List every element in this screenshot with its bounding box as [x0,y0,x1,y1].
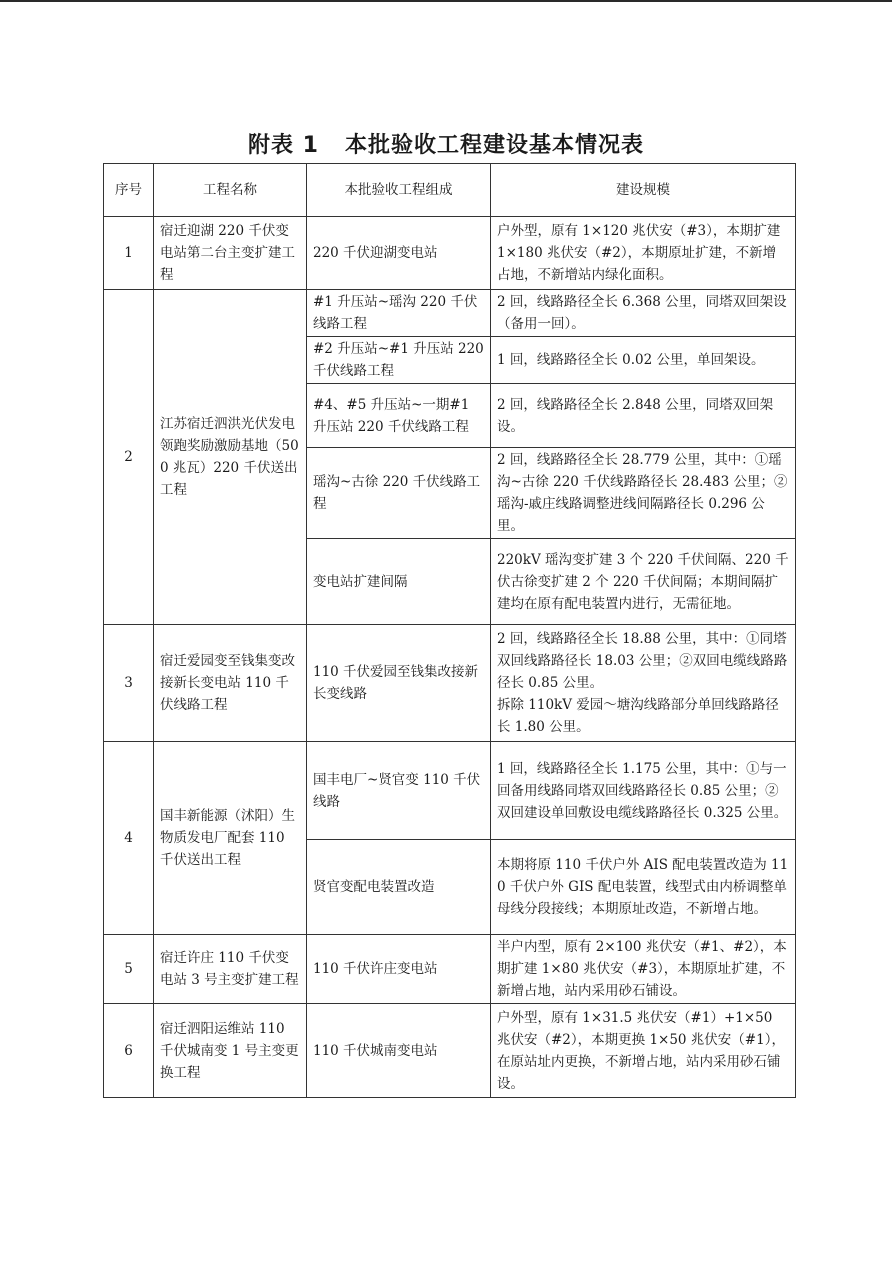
project-name: 宿迁泗阳运维站 110 千伏城南变 1 号主变更换工程 [154,1004,307,1098]
page-top-border [0,0,892,2]
project-composition: #1 升压站~瑶沟 220 千伏线路工程 [307,290,491,337]
construction-scale: 户外型，原有 1×120 兆伏安（#3），本期扩建 1×180 兆伏安（#2），本期原址扩建，不新增占地，不新增站内绿化面积。 [491,217,796,290]
header-composition: 本批验收工程组成 [307,164,491,217]
row-no: 4 [104,742,154,935]
construction-scale: 本期将原 110 千伏户外 AIS 配电装置改造为 110 千伏户外 GIS 配电装置，线型式由内桥调整单母线分段接线；本期原址改造，不新增占地。 [491,840,796,935]
project-composition: 220 千伏迎湖变电站 [307,217,491,290]
row-no: 3 [104,625,154,742]
scale-line: 2 回，线路路径全长 18.88 公里，其中：①同塔双回线路路径长 18.03 公里；②双回电缆线路路径长 0.85 公里。 [497,631,788,691]
project-composition: 贤官变配电装置改造 [307,840,491,935]
table-row [104,742,796,840]
construction-scale: 2 回，线路路径全长 2.848 公里，同塔双回架设。 [491,384,796,448]
table-row [104,935,796,1004]
construction-scale [491,625,796,742]
project-name: 宿迁爱园变至钱集变改接新长变电站 110 千伏线路工程 [154,625,307,742]
construction-scale: 2 回，线路路径全长 28.779 公里，其中：①瑶沟~古徐 220 千伏线路路径长 28.483 公里；②瑶沟-戚庄线路调整进线间隔路径长 0.296 公里。 [491,448,796,539]
project-composition: 国丰电厂~贤官变 110 千伏线路 [307,742,491,840]
construction-scale: 半户内型，原有 2×100 兆伏安（#1、#2），本期扩建 1×80 兆伏安（#3），本期原址扩建，不新增占地，站内采用砂石铺设。 [491,935,796,1004]
construction-scale: 2 回，线路路径全长 6.368 公里，同塔双回架设（备用一回）。 [491,290,796,337]
construction-scale: 1 回，线路路径全长 0.02 公里，单回架设。 [491,337,796,384]
row-no: 1 [104,217,154,290]
header-no: 序号 [104,164,154,217]
project-composition: 110 千伏城南变电站 [307,1004,491,1098]
row-no: 5 [104,935,154,1004]
table-row [104,217,796,290]
table-row [104,290,796,337]
row-no: 2 [104,290,154,625]
header-project-name: 工程名称 [154,164,307,217]
project-composition: 变电站扩建间隔 [307,539,491,625]
project-composition: #4、#5 升压站~一期#1 升压站 220 千伏线路工程 [307,384,491,448]
construction-scale: 1 回，线路路径全长 1.175 公里，其中：①与一回备用线路同塔双回线路路径长 0.85 公里；②双回建设单回敷设电缆线路路径长 0.325 公里。 [491,742,796,840]
construction-scale: 220kV 瑶沟变扩建 3 个 220 千伏间隔、220 千伏古徐变扩建 2 个 220 千伏间隔；本期间隔扩建均在原有配电装置内进行，无需征地。 [491,539,796,625]
project-name: 宿迁迎湖 220 千伏变电站第二台主变扩建工程 [154,217,307,290]
header-scale: 建设规模 [491,164,796,217]
project-composition: 110 千伏爱园至钱集改接新长变线路 [307,625,491,742]
row-no: 6 [104,1004,154,1098]
scale-line: 拆除 110kV 爱园～塘沟线路部分单回线路路径长 1.80 公里。 [497,697,779,735]
table-row [104,625,796,742]
project-name: 国丰新能源（沭阳）生物质发电厂配套 110 千伏送出工程 [154,742,307,935]
project-composition: 110 千伏许庄变电站 [307,935,491,1004]
project-basic-info-table [103,163,796,1098]
table-row [104,1004,796,1098]
construction-scale: 户外型，原有 1×31.5 兆伏安（#1）+1×50 兆伏安（#2），本期更换 1×50 兆伏安（#1），在原站址内更换，不新增占地，站内采用砂石铺设。 [491,1004,796,1098]
project-name: 宿迁许庄 110 千伏变电站 3 号主变扩建工程 [154,935,307,1004]
project-composition: 瑶沟~古徐 220 千伏线路工程 [307,448,491,539]
project-name: 江苏宿迁泗洪光伏发电领跑奖励激励基地（500 兆瓦）220 千伏送出工程 [154,290,307,625]
project-composition: #2 升压站~#1 升压站 220 千伏线路工程 [307,337,491,384]
table-header-row [104,164,796,217]
document-title: 附表 1 本批验收工程建设基本情况表 [248,133,644,158]
